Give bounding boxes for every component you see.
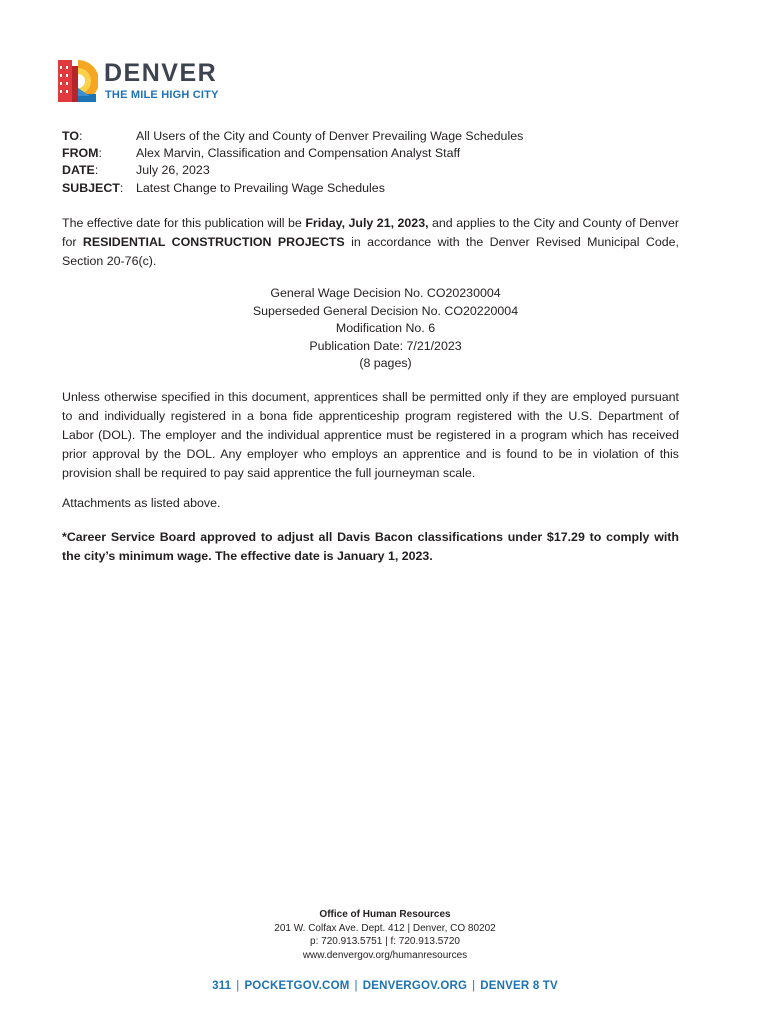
- wage-decision-block: [62, 285, 709, 373]
- modification-number: Modification No. 6: [335, 321, 436, 336]
- memo-key-to: TO: [62, 129, 79, 143]
- link-pocketgov[interactable]: POCKETGOV.COM: [244, 980, 350, 992]
- memo-header: [62, 128, 523, 197]
- memo-key-from: FROM: [62, 146, 99, 161]
- memo-value-date: July 26, 2023: [136, 163, 210, 178]
- link-denvergov[interactable]: DENVERGOV.ORG: [362, 980, 468, 992]
- footer-phone: p: 720.913.5751 | f: 720.913.5720: [310, 936, 460, 947]
- superseded-decision: Superseded General Decision No. CO20220004: [252, 303, 519, 318]
- footer-address: 201 W. Colfax Ave. Dept. 412 | Denver, CO 80202: [274, 922, 496, 934]
- memo-key-subject: SUBJECT: [62, 180, 120, 195]
- memo-value-to: All Users of the City and County of Denver Prevailing Wage Schedules: [136, 129, 524, 143]
- memo-row-date: DATE: July 26, 2023: [62, 162, 523, 179]
- memo-value-from: Alex Marvin, Classification and Compensation Analyst Staff: [136, 146, 461, 161]
- page-count: (8 pages): [359, 356, 412, 371]
- effective-date-paragraph: The effective date for this publication will be Friday, July 21, 2023, and applies to the City and County of Denver for RESIDENTIAL CONSTRUCTION PROJECTS in accordance with the Denver Revised Municipal Code, Section 20-76(c).: [62, 216, 680, 268]
- logo-tagline: THE MILE HIGH CITY: [105, 89, 219, 101]
- footer-office: Office of Human Resources: [319, 909, 451, 920]
- memo-row-subject: SUBJECT: Latest Change to Prevailing Wage Schedules: [62, 180, 523, 197]
- minimum-wage-notice: *Career Service Board approved to adjust all Davis Bacon classifications under $17.29 to comply with the city’s minimum wage. The effective date is January 1, 2023.: [62, 530, 679, 563]
- memo-value-subject: Latest Change to Prevailing Wage Schedules: [136, 180, 385, 195]
- attachments-note: Attachments as listed above.: [62, 496, 221, 510]
- memo-row-from: FROM: Alex Marvin, Classification and Compensation Analyst Staff: [62, 145, 523, 162]
- memo-key-date: DATE: [62, 163, 95, 178]
- link-311[interactable]: 311: [212, 980, 232, 992]
- memo-row-to: TO: All Users of the City and County of Denver Prevailing Wage Schedules: [62, 128, 523, 145]
- footer-website[interactable]: www.denvergov.org/humanresources: [302, 949, 468, 961]
- footer-contact: [0, 908, 770, 962]
- footer-links: 311 | POCKETGOV.COM | DENVERGOV.ORG | DENVER 8 TV: [212, 980, 558, 992]
- denver-logo: [58, 56, 228, 106]
- denver-emblem-icon: [58, 56, 98, 106]
- logo-wordmark: DENVER: [104, 59, 218, 87]
- apprentice-paragraph: Unless otherwise specified in this document, apprentices shall be permitted only if they are employed pursuant to and individually registered in a bona fide apprenticeship program registered with the U.S. Department of Labor (DOL). The employer and the individual apprentice must be registered in a program which has received prior approval by the DOL. Any employer who employs an apprentice and is found to be in violation of this provision shall be required to pay said apprentice the full journeyman scale.: [62, 390, 679, 480]
- publication-date: Publication Date: 7/21/2023: [309, 338, 462, 353]
- link-denver8tv[interactable]: DENVER 8 TV: [480, 980, 558, 992]
- project-type: RESIDENTIAL CONSTRUCTION PROJECTS: [82, 235, 345, 249]
- effective-date: Friday, July 21, 2023,: [305, 216, 429, 230]
- decision-number: General Wage Decision No. CO20230004: [270, 286, 501, 300]
